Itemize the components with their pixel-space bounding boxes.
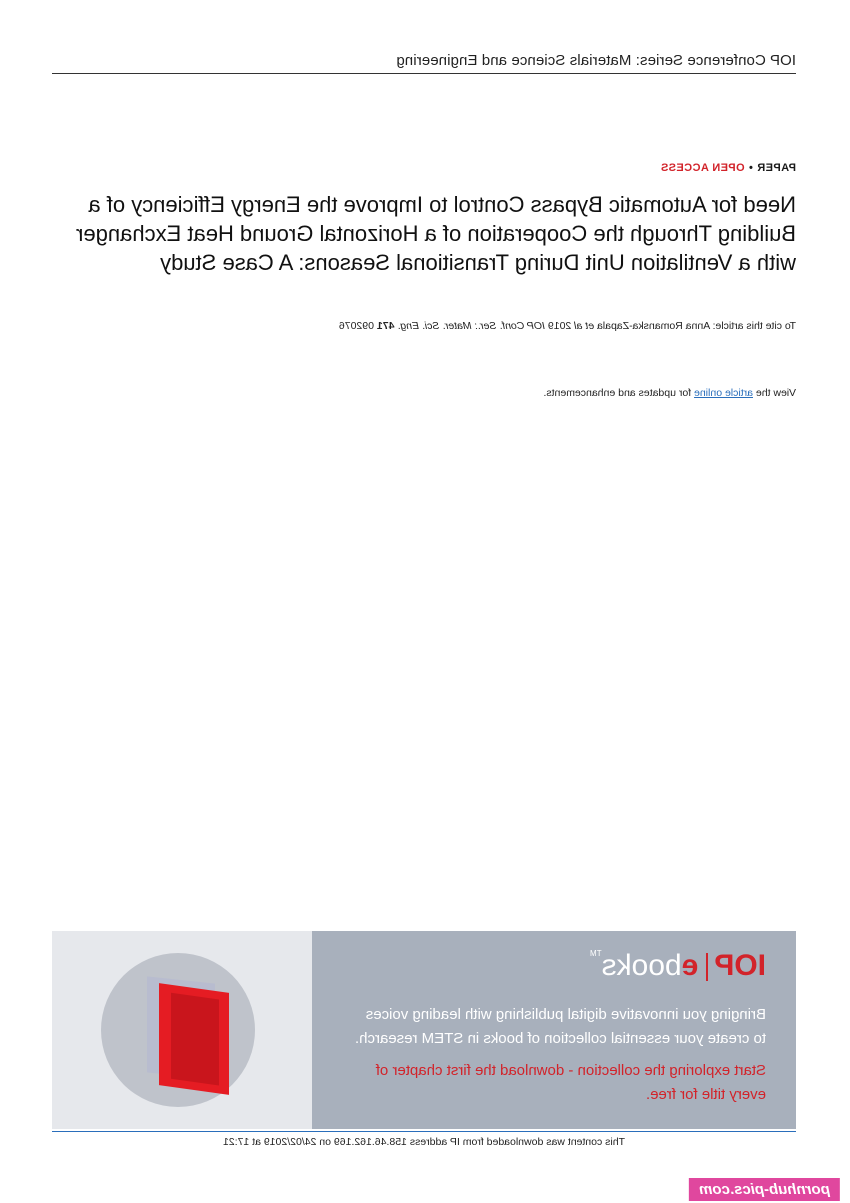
blurb-line-1: Bringing you innovative digital publishing with leading voices (365, 1006, 766, 1023)
journal-header: IOP Conference Series: Materials Science and Engineering (396, 52, 796, 69)
logo-e: e (681, 949, 699, 982)
book-cover-panel (171, 993, 219, 1086)
book-icon (159, 983, 229, 1095)
iop-ebooks-logo (590, 949, 766, 983)
cta-line-1: Start exploring the collection - download the first chapter of (375, 1062, 766, 1079)
cite-prefix: To cite this article: Anna Romanska-Zapala (594, 320, 796, 332)
ebooks-banner[interactable] (52, 931, 796, 1129)
logo-divider (706, 953, 708, 981)
view-prefix: View the (753, 387, 796, 399)
logo-books: books (601, 949, 682, 982)
logo-tm: TM (590, 949, 602, 958)
view-online-line (543, 387, 796, 399)
logo-iop: IOP (714, 949, 766, 982)
article-kicker (661, 162, 796, 174)
cite-volume: 471 (376, 320, 395, 332)
article-online-link[interactable]: article online (694, 387, 753, 399)
watermark: pornhub-pics.com (689, 1178, 840, 1201)
download-note: This content was downloaded from IP address 158.46.162.169 on 24/02/2019 at 17:21 (223, 1136, 626, 1148)
cite-etal: et al (574, 320, 595, 332)
kicker-separator: • (748, 162, 753, 174)
banner-cta[interactable] (376, 1059, 766, 1107)
view-suffix: for updates and enhancements. (543, 387, 695, 399)
cite-article-number: 092076 (338, 320, 377, 332)
header-rule (52, 73, 796, 74)
blurb-line-2: to create your essential collection of books in STEM research. (354, 1030, 766, 1047)
cta-line-2: every title for free. (645, 1086, 766, 1103)
article-type: PAPER (756, 162, 796, 174)
footer-rule (52, 1131, 796, 1132)
banner-illustration (52, 931, 312, 1129)
citation-line (339, 320, 796, 332)
article-title: Need for Automatic Bypass Control to Improve the Energy Efficiency of a Building Through the Cooperation of a Horizontal Ground Heat Exchanger with a Ventilation Unit During Transitional Seasons: A Case Study (76, 192, 796, 275)
cite-year: 2019 (545, 320, 575, 332)
banner-blurb (355, 1003, 766, 1051)
cite-journal: IOP Conf. Ser.: Mater. Sci. Eng. (397, 320, 545, 332)
open-access-label: OPEN ACCESS (660, 162, 745, 174)
